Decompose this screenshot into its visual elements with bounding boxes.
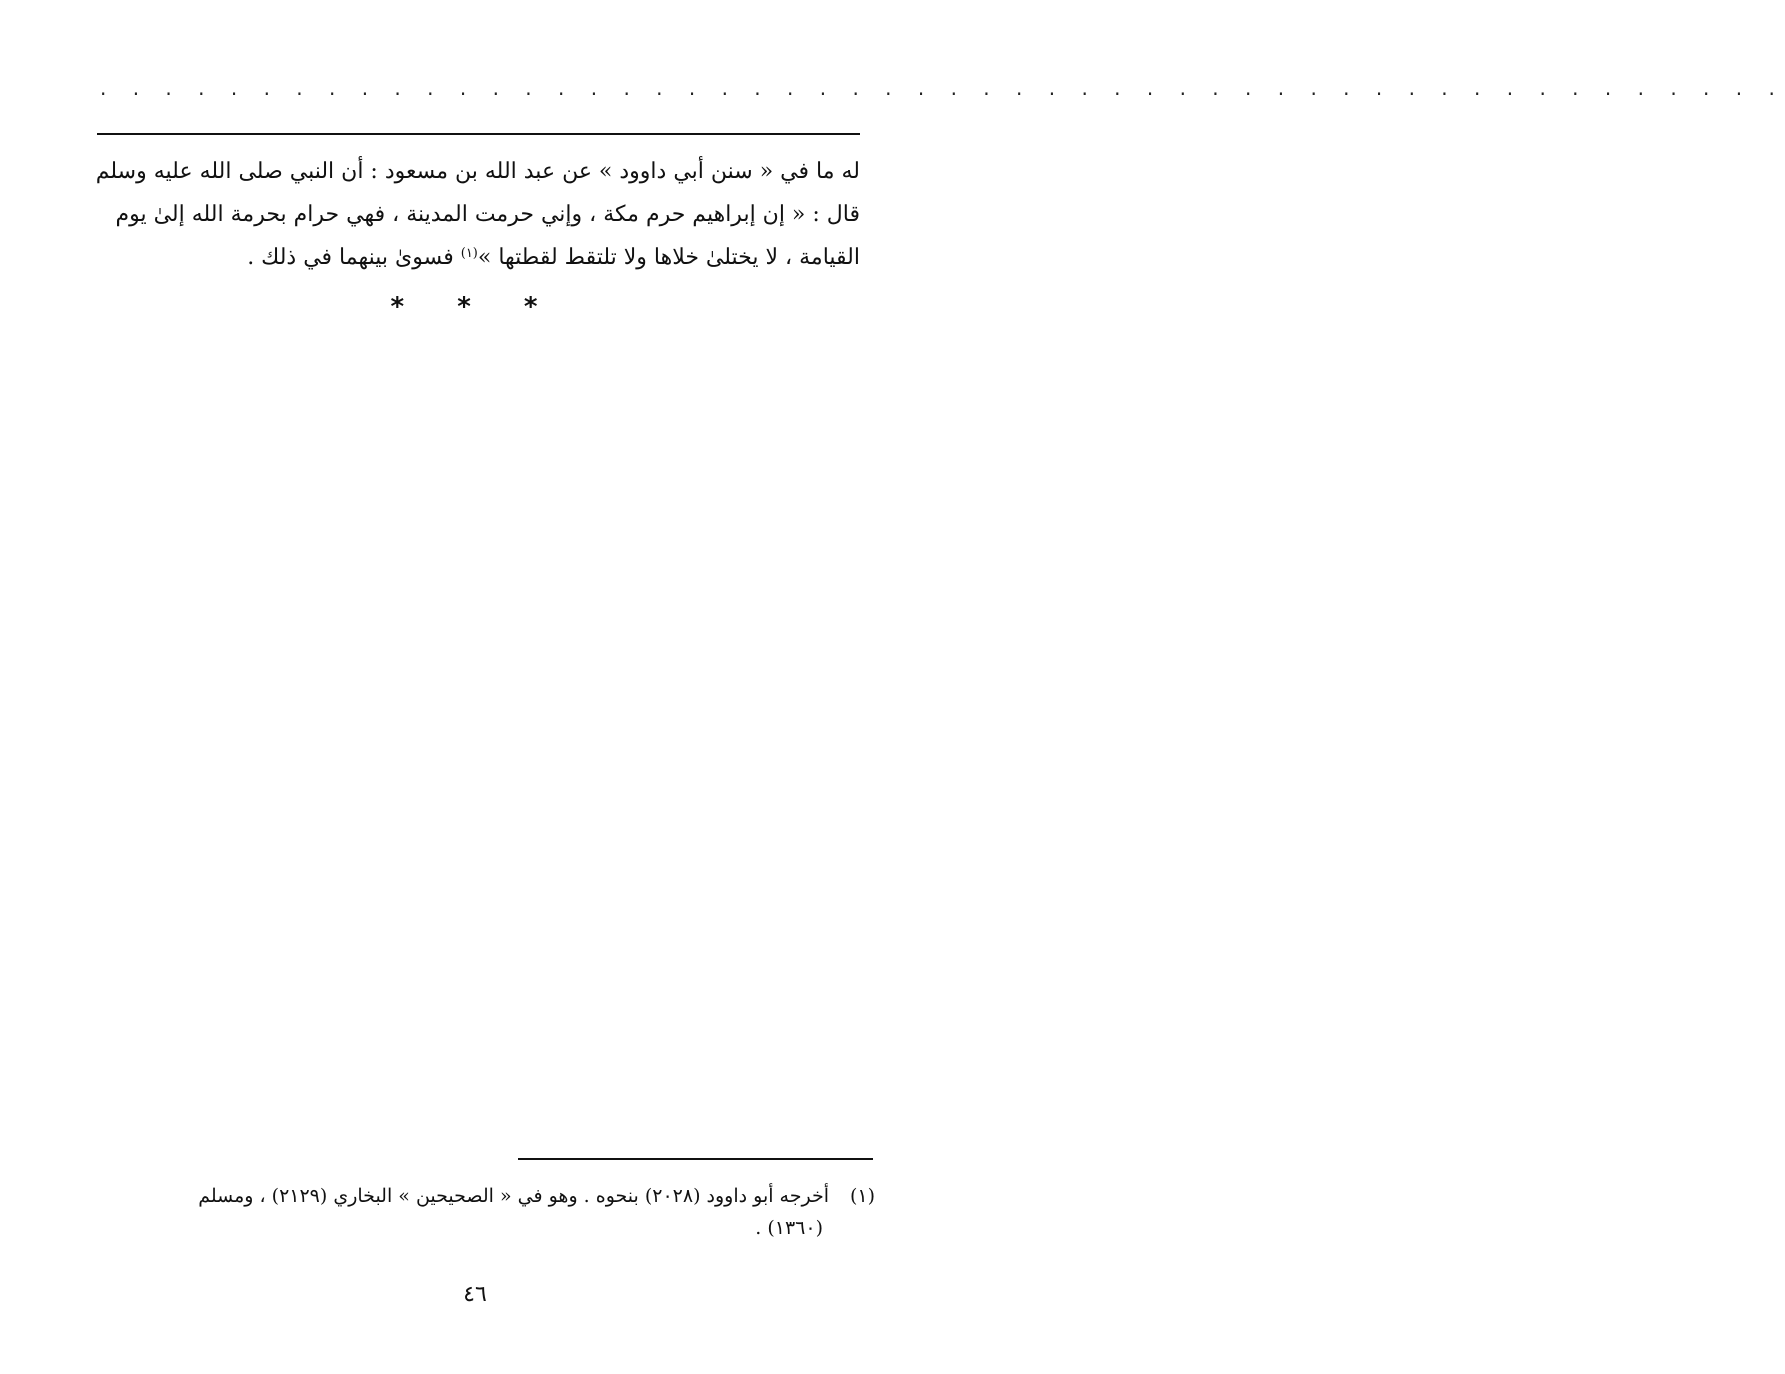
header-dotted-line: · · · · · · · · · · · · · · · · · · · · · · · · · · · · · · · · · · · · · · · · · · · · · · · · · · · · <box>100 82 1785 106</box>
section-separator: * * * <box>390 292 560 322</box>
text-line-3-part-1: القيامة ، لا يختلىٰ خلاها ولا تلتقط لقطتها » <box>477 245 860 270</box>
text-line-3-part-2: فسوىٰ بينهما في ذلك . <box>247 245 461 270</box>
footnote-reference[interactable]: (١) <box>460 246 478 261</box>
text-line-1: له ما في « سنن أبي داوود » عن عبد الله بن مسعود : أن النبي صلى الله عليه وسلم <box>95 159 860 184</box>
footnote-number: (١) <box>849 1185 875 1207</box>
footnote <box>95 1180 875 1244</box>
text-line-2: قال : « إن إبراهيم حرم مكة ، وإني حرمت المدينة ، فهي حرام بحرمة الله إلىٰ يوم <box>115 202 860 227</box>
text-line-3 <box>80 236 860 279</box>
page-number: ٤٦ <box>463 1282 487 1307</box>
header-rule <box>97 133 860 135</box>
footnote-text-1: أخرجه أبو داوود (٢٠٢٨) بنحوه . وهو في « الصحيحين » البخاري (٢١٢٩) ، ومسلم <box>198 1185 829 1207</box>
footnote-line-1 <box>95 1180 875 1212</box>
main-text <box>80 150 860 279</box>
footnote-rule <box>518 1158 873 1160</box>
footnote-line-2: (١٣٦٠) . <box>755 1217 823 1239</box>
